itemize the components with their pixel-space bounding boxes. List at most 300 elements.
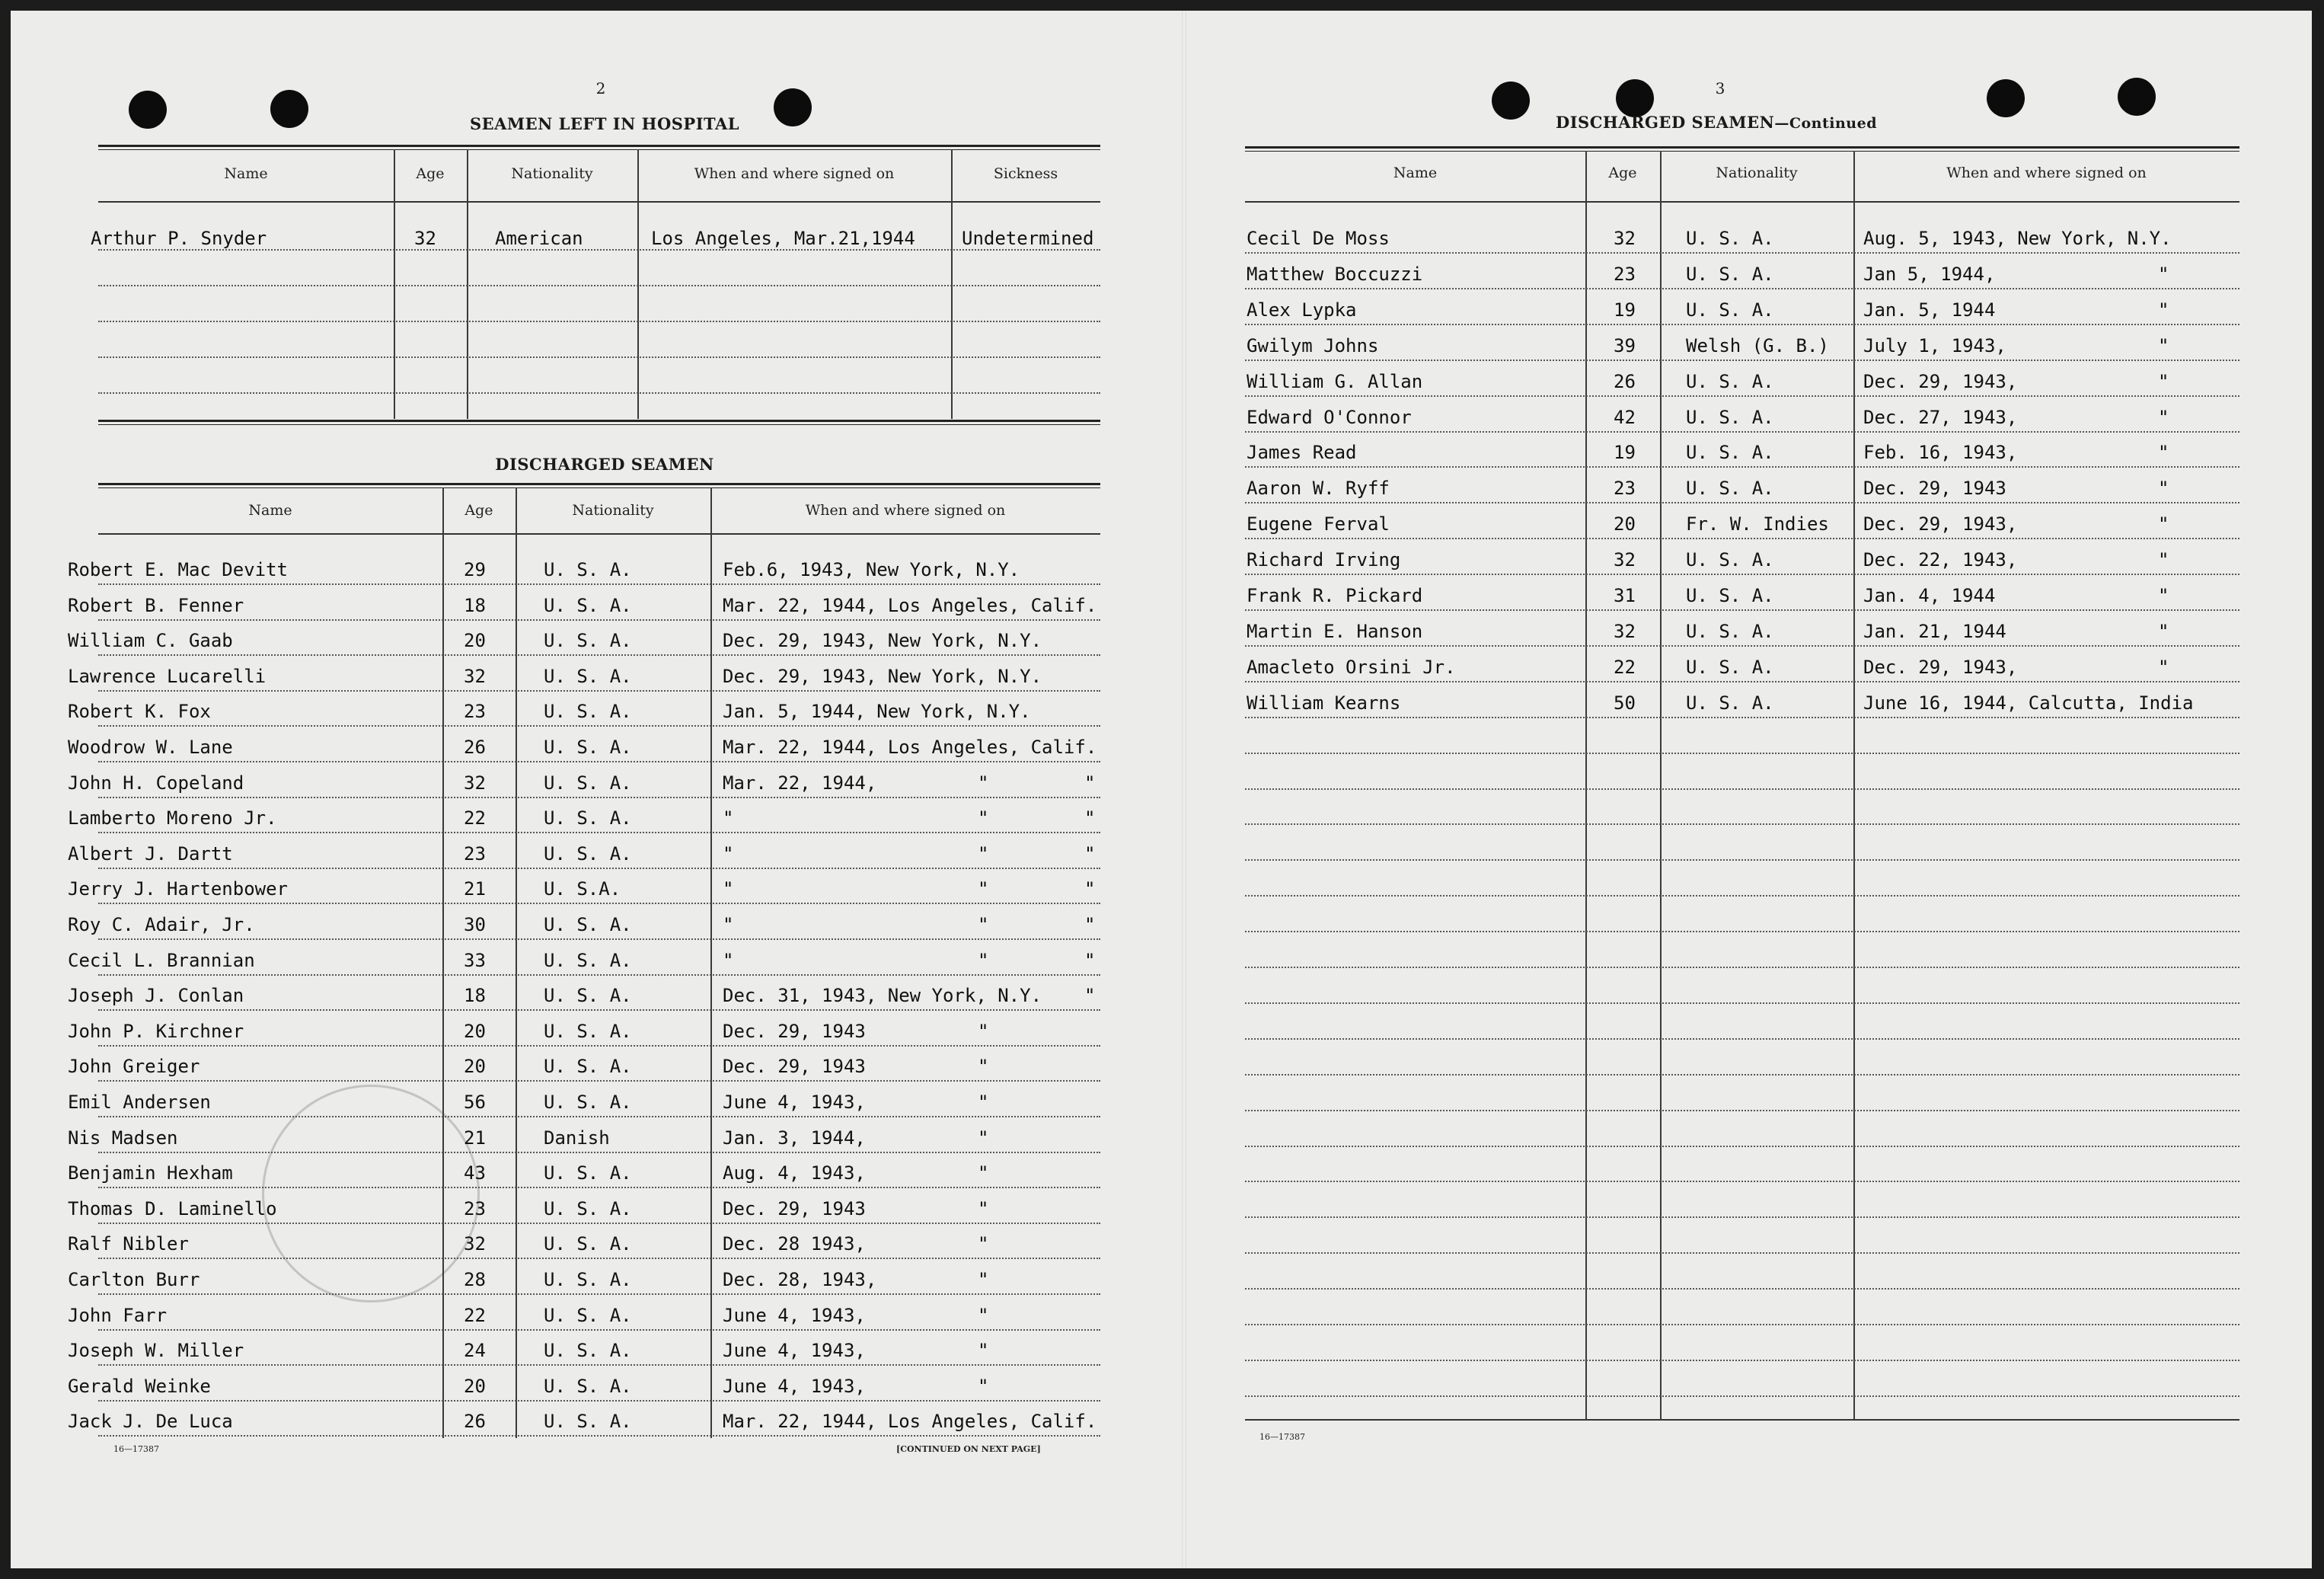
seaman-signed-on: " bbox=[723, 914, 734, 935]
entry-line bbox=[98, 938, 1100, 940]
seaman-age: 43 bbox=[464, 1162, 486, 1184]
seaman-name: Alex Lypka bbox=[1247, 299, 1357, 321]
seaman-signed-on: Dec. 29, 1943, New York, N.Y. bbox=[723, 630, 1042, 651]
entry-line bbox=[98, 285, 1100, 286]
entry-line bbox=[1245, 1252, 2239, 1254]
ditto-mark: " bbox=[1084, 878, 1096, 900]
column-header-signed-on: When and where signed on bbox=[805, 502, 1006, 519]
seaman-name: Edward O'Connor bbox=[1247, 407, 1412, 428]
seaman-name: Matthew Boccuzzi bbox=[1247, 264, 1423, 285]
column-header-age: Age bbox=[416, 165, 445, 182]
entry-line bbox=[1245, 1002, 2239, 1004]
seaman-name: Emil Andersen bbox=[68, 1092, 211, 1113]
seaman-signed-on: Jan. 21, 1944 bbox=[1863, 621, 2006, 642]
seaman-nationality: Fr. W. Indies bbox=[1686, 513, 1829, 535]
ditto-mark: " bbox=[2158, 513, 2169, 535]
entry-line bbox=[98, 583, 1100, 585]
seaman-age: 56 bbox=[464, 1092, 486, 1113]
seaman-age: 18 bbox=[464, 595, 486, 616]
column-header-nationality: Nationality bbox=[511, 165, 593, 182]
seaman-age: 20 bbox=[464, 1376, 486, 1397]
seaman-age: 18 bbox=[464, 985, 486, 1006]
seaman-name: Cecil L. Brannian bbox=[68, 950, 255, 971]
entry-line bbox=[1245, 1324, 2239, 1325]
form-number-right: 16—17387 bbox=[1259, 1432, 1305, 1442]
seaman-nationality: U. S. A. bbox=[544, 1411, 632, 1432]
column-header-age: Age bbox=[464, 502, 493, 519]
seaman-age: 26 bbox=[464, 737, 486, 758]
entry-line bbox=[1245, 431, 2239, 433]
form-number-left: 16—17387 bbox=[113, 1444, 159, 1454]
punch-hole bbox=[270, 90, 308, 128]
entry-line bbox=[98, 1116, 1100, 1117]
seaman-nationality: Welsh (G. B.) bbox=[1686, 335, 1829, 356]
seaman-age: 39 bbox=[1614, 335, 1636, 356]
ditto-mark: " bbox=[978, 1021, 989, 1042]
seaman-nationality: U. S. A. bbox=[544, 1056, 632, 1077]
continued-note: [CONTINUED ON NEXT PAGE] bbox=[896, 1444, 1041, 1454]
entry-line bbox=[98, 1080, 1100, 1082]
ditto-mark: " bbox=[1084, 985, 1096, 1006]
entry-line bbox=[98, 654, 1100, 656]
seaman-signed-on: Aug. 5, 1943, New York, N.Y. bbox=[1863, 228, 2172, 249]
seaman-nationality: U. S. A. bbox=[1686, 264, 1774, 285]
seaman-signed-on: Feb. 16, 1943, bbox=[1863, 442, 2018, 463]
title-main: DISCHARGED SEAMEN bbox=[1556, 113, 1775, 132]
seaman-age: 23 bbox=[464, 701, 486, 722]
entry-line bbox=[1245, 574, 2239, 575]
seaman-nationality: U. S. A. bbox=[544, 1269, 632, 1290]
entry-line bbox=[98, 356, 1100, 358]
seaman-nationality: U. S. A. bbox=[544, 772, 632, 794]
seaman-signed-on: Jan. 5, 1944 bbox=[1863, 299, 1996, 321]
entry-line bbox=[1245, 645, 2239, 647]
ditto-mark: " bbox=[978, 1305, 989, 1326]
entry-line bbox=[1245, 609, 2239, 611]
entry-line bbox=[1245, 502, 2239, 503]
entry-line bbox=[1245, 1146, 2239, 1147]
seaman-age: 33 bbox=[464, 950, 486, 971]
entry-line bbox=[1245, 1110, 2239, 1111]
seaman-name: John P. Kirchner bbox=[68, 1021, 244, 1042]
seaman-age: 24 bbox=[464, 1340, 486, 1361]
seaman-signed-on: June 16, 1944, Calcutta, India bbox=[1863, 692, 2194, 714]
entry-line bbox=[98, 1045, 1100, 1047]
entry-line bbox=[98, 1009, 1100, 1011]
discharged-table-header-rule bbox=[98, 533, 1100, 535]
ditto-mark: " bbox=[978, 878, 989, 900]
seaman-age: 23 bbox=[1614, 478, 1636, 499]
seaman-signed-on: June 4, 1943, bbox=[723, 1376, 866, 1397]
ditto-mark: " bbox=[2158, 549, 2169, 571]
ditto-mark: " bbox=[2158, 407, 2169, 428]
seaman-age: 32 bbox=[1614, 621, 1636, 642]
seaman-name: Martin E. Hanson bbox=[1247, 621, 1423, 642]
seaman-nationality: U. S. A. bbox=[544, 1198, 632, 1219]
entry-line bbox=[1245, 1360, 2239, 1361]
entry-line bbox=[98, 1187, 1100, 1188]
document-sheet bbox=[11, 11, 2312, 1568]
hospital-table-bottom-rule bbox=[98, 420, 1100, 425]
seaman-nationality: U. S. A. bbox=[544, 1376, 632, 1397]
seaman-age: 23 bbox=[464, 1198, 486, 1219]
seaman-nationality: U. S. A. bbox=[1686, 621, 1774, 642]
seaman-name: Ralf Nibler bbox=[68, 1233, 189, 1255]
entry-line bbox=[1245, 1395, 2239, 1397]
entry-line bbox=[98, 1435, 1100, 1437]
ditto-mark: " bbox=[2158, 657, 2169, 678]
seaman-name: Aaron W. Ryff bbox=[1247, 478, 1390, 499]
seaman-name: Joseph J. Conlan bbox=[68, 985, 244, 1006]
seaman-age: 21 bbox=[464, 1127, 486, 1149]
seaman-age: 32 bbox=[464, 772, 486, 794]
entry-line bbox=[98, 321, 1100, 322]
seaman-signed-on: Jan. 4, 1944 bbox=[1863, 585, 1996, 606]
seaman-name: William Kearns bbox=[1247, 692, 1401, 714]
entry-line bbox=[1245, 753, 2239, 754]
seaman-nationality: U. S. A. bbox=[1686, 692, 1774, 714]
seaman-age: 22 bbox=[1614, 657, 1636, 678]
seaman-signed-on: " bbox=[723, 950, 734, 971]
title-suffix: —Continued bbox=[1774, 115, 1877, 132]
seaman-nationality: U. S. A. bbox=[544, 737, 632, 758]
seaman-nationality: U. S. A. bbox=[1686, 407, 1774, 428]
seaman-nationality: U. S. A. bbox=[544, 843, 632, 865]
ditto-mark: " bbox=[2158, 478, 2169, 499]
ditto-mark: " bbox=[978, 1376, 989, 1397]
entry-line bbox=[1245, 538, 2239, 539]
seaman-nationality: U. S.A. bbox=[544, 878, 621, 900]
seaman-nationality: U. S. A. bbox=[544, 666, 632, 687]
seaman-name: Robert E. Mac Devitt bbox=[68, 559, 288, 580]
seaman-name: Jerry J. Hartenbower bbox=[68, 878, 288, 900]
entry-line bbox=[98, 690, 1100, 692]
entry-line bbox=[1245, 823, 2239, 825]
entry-line bbox=[1245, 967, 2239, 968]
ditto-mark: " bbox=[2158, 299, 2169, 321]
entry-line bbox=[98, 249, 1100, 251]
seaman-signed-on: Dec. 29, 1943 bbox=[723, 1198, 866, 1219]
seaman-signed-on: Dec. 29, 1943, New York, N.Y. bbox=[723, 666, 1042, 687]
entry-line bbox=[98, 903, 1100, 904]
entry-line bbox=[1245, 466, 2239, 468]
ditto-mark: " bbox=[978, 1269, 989, 1290]
column-header-signed-on: When and where signed on bbox=[694, 165, 895, 182]
entry-line bbox=[98, 1223, 1100, 1224]
seaman-age: 26 bbox=[464, 1411, 486, 1432]
entry-line bbox=[1245, 1038, 2239, 1040]
punch-hole bbox=[1616, 79, 1654, 117]
seaman-name: Nis Madsen bbox=[68, 1127, 178, 1149]
ditto-mark: " bbox=[2158, 621, 2169, 642]
column-divider bbox=[516, 487, 517, 1438]
seaman-name: Carlton Burr bbox=[68, 1269, 200, 1290]
discharged-table-top-rule bbox=[98, 483, 1100, 488]
seaman-signed-on: Dec. 29, 1943, bbox=[1863, 657, 2018, 678]
entry-line bbox=[1245, 788, 2239, 790]
seaman-signed-on: June 4, 1943, bbox=[723, 1092, 866, 1113]
entry-line bbox=[98, 1293, 1100, 1295]
column-divider bbox=[467, 149, 468, 419]
seaman-age: 28 bbox=[464, 1269, 486, 1290]
entry-line bbox=[98, 1258, 1100, 1259]
seaman-age: 20 bbox=[1614, 513, 1636, 535]
ditto-mark: " bbox=[1084, 807, 1096, 829]
seaman-name: Benjamin Hexham bbox=[68, 1162, 233, 1184]
column-header-nationality: Nationality bbox=[572, 502, 654, 519]
seaman-name: Robert K. Fox bbox=[68, 701, 211, 722]
seaman-nationality: U. S. A. bbox=[544, 701, 632, 722]
seaman-signed-on: Los Angeles, Mar.21,1944 bbox=[651, 228, 915, 249]
seaman-signed-on: Dec. 31, 1943, New York, N.Y. bbox=[723, 985, 1042, 1006]
punch-hole bbox=[1987, 79, 2025, 117]
seaman-nationality: American bbox=[495, 228, 583, 249]
seaman-name: Jack J. De Luca bbox=[68, 1411, 233, 1432]
entry-line bbox=[1245, 681, 2239, 682]
entry-line bbox=[98, 797, 1100, 798]
ditto-mark: " bbox=[1084, 772, 1096, 794]
seaman-nationality: U. S. A. bbox=[1686, 371, 1774, 392]
seaman-nationality: U. S. A. bbox=[544, 807, 632, 829]
entry-line bbox=[98, 1400, 1100, 1402]
seaman-name: Thomas D. Laminello bbox=[68, 1198, 277, 1219]
seaman-age: 50 bbox=[1614, 692, 1636, 714]
right-table-top-rule bbox=[1245, 146, 2239, 152]
hospital-section-title: SEAMEN LEFT IN HOSPITAL bbox=[469, 114, 740, 133]
ditto-mark: " bbox=[2158, 585, 2169, 606]
entry-line bbox=[98, 761, 1100, 762]
seaman-name: Woodrow W. Lane bbox=[68, 737, 233, 758]
seaman-nationality: U. S. A. bbox=[544, 1162, 632, 1184]
seaman-nationality: U. S. A. bbox=[544, 950, 632, 971]
seaman-age: 20 bbox=[464, 1056, 486, 1077]
seaman-age: 30 bbox=[464, 914, 486, 935]
seaman-age: 42 bbox=[1614, 407, 1636, 428]
seaman-sickness: Undetermined bbox=[962, 228, 1094, 249]
seaman-age: 31 bbox=[1614, 585, 1636, 606]
seaman-nationality: U. S. A. bbox=[1686, 478, 1774, 499]
seaman-signed-on: Mar. 22, 1944, bbox=[723, 772, 877, 794]
seaman-age: 32 bbox=[414, 228, 436, 249]
seaman-age: 23 bbox=[1614, 264, 1636, 285]
seaman-name: Robert B. Fenner bbox=[68, 595, 244, 616]
seaman-nationality: U. S. A. bbox=[544, 1021, 632, 1042]
ditto-mark: " bbox=[1084, 950, 1096, 971]
ditto-mark: " bbox=[978, 1127, 989, 1149]
seaman-age: 32 bbox=[464, 666, 486, 687]
seaman-name: Roy C. Adair, Jr. bbox=[68, 914, 255, 935]
column-header-name: Name bbox=[224, 165, 268, 182]
seaman-nationality: U. S. A. bbox=[1686, 657, 1774, 678]
seaman-name: Frank R. Pickard bbox=[1247, 585, 1423, 606]
column-divider bbox=[710, 487, 712, 1438]
seaman-signed-on: Dec. 28 1943, bbox=[723, 1233, 866, 1255]
seaman-age: 32 bbox=[1614, 228, 1636, 249]
seaman-name: John H. Copeland bbox=[68, 772, 244, 794]
seaman-signed-on: " bbox=[723, 878, 734, 900]
ditto-mark: " bbox=[2158, 335, 2169, 356]
ditto-mark: " bbox=[978, 1092, 989, 1113]
page-number-left: 2 bbox=[595, 79, 606, 97]
seaman-name: Gwilym Johns bbox=[1247, 335, 1379, 356]
ditto-mark: " bbox=[2158, 442, 2169, 463]
seaman-nationality: U. S. A. bbox=[544, 914, 632, 935]
column-divider bbox=[951, 149, 953, 419]
ditto-mark: " bbox=[1084, 914, 1096, 935]
seaman-name: Richard Irving bbox=[1247, 549, 1401, 571]
seaman-nationality: U. S. A. bbox=[1686, 442, 1774, 463]
column-header-name: Name bbox=[248, 502, 292, 519]
ditto-mark: " bbox=[1084, 843, 1096, 865]
entry-line bbox=[1245, 360, 2239, 361]
seaman-nationality: Danish bbox=[544, 1127, 610, 1149]
seaman-name: Joseph W. Miller bbox=[68, 1340, 244, 1361]
seaman-name: Lamberto Moreno Jr. bbox=[68, 807, 277, 829]
seaman-signed-on: Dec. 29, 1943, bbox=[1863, 371, 2018, 392]
ditto-mark: " bbox=[978, 1162, 989, 1184]
seaman-nationality: U. S. A. bbox=[544, 630, 632, 651]
punch-hole bbox=[129, 91, 167, 129]
discharged-continued-title bbox=[1503, 113, 1930, 132]
seaman-age: 23 bbox=[464, 843, 486, 865]
seaman-nationality: U. S. A. bbox=[544, 595, 632, 616]
seaman-nationality: U. S. A. bbox=[1686, 228, 1774, 249]
seaman-name: Lawrence Lucarelli bbox=[68, 666, 267, 687]
ditto-mark: " bbox=[978, 772, 989, 794]
seaman-signed-on: July 1, 1943, bbox=[1863, 335, 2006, 356]
ditto-mark: " bbox=[978, 914, 989, 935]
column-header-nationality: Nationality bbox=[1716, 165, 1798, 181]
seaman-signed-on: Feb.6, 1943, New York, N.Y. bbox=[723, 559, 1020, 580]
seaman-name: Amacleto Orsini Jr. bbox=[1247, 657, 1456, 678]
seaman-age: 19 bbox=[1614, 299, 1636, 321]
hospital-table-top-rule bbox=[98, 145, 1100, 150]
column-divider bbox=[637, 149, 639, 419]
seaman-nationality: U. S. A. bbox=[544, 1092, 632, 1113]
seaman-signed-on: Dec. 28, 1943, bbox=[723, 1269, 877, 1290]
entry-line bbox=[1245, 324, 2239, 325]
seaman-name: William C. Gaab bbox=[68, 630, 233, 651]
page-fold bbox=[1182, 11, 1186, 1568]
column-divider bbox=[394, 149, 395, 419]
ditto-mark: " bbox=[978, 843, 989, 865]
seaman-age: 26 bbox=[1614, 371, 1636, 392]
seaman-name: James Read bbox=[1247, 442, 1357, 463]
seaman-name: Gerald Weinke bbox=[68, 1376, 211, 1397]
seaman-nationality: U. S. A. bbox=[1686, 549, 1774, 571]
seaman-signed-on: " bbox=[723, 843, 734, 865]
right-table-bottom-rule bbox=[1245, 1419, 2239, 1421]
seaman-nationality: U. S. A. bbox=[544, 985, 632, 1006]
entry-line bbox=[1245, 1288, 2239, 1290]
seaman-signed-on: June 4, 1943, bbox=[723, 1340, 866, 1361]
entry-line bbox=[98, 868, 1100, 869]
seaman-signed-on: Dec. 22, 1943, bbox=[1863, 549, 2018, 571]
ditto-mark: " bbox=[2158, 371, 2169, 392]
column-header-age: Age bbox=[1608, 165, 1637, 181]
seaman-age: 20 bbox=[464, 1021, 486, 1042]
ditto-mark: " bbox=[978, 1340, 989, 1361]
seaman-signed-on: Jan. 5, 1944, New York, N.Y. bbox=[723, 701, 1031, 722]
entry-line bbox=[1245, 895, 2239, 897]
page-number-right: 3 bbox=[1715, 79, 1725, 97]
column-header-sickness: Sickness bbox=[993, 165, 1058, 182]
punch-hole bbox=[2118, 78, 2156, 116]
seaman-age: 19 bbox=[1614, 442, 1636, 463]
ditto-mark: " bbox=[978, 1233, 989, 1255]
seaman-signed-on: Mar. 22, 1944, Los Angeles, Calif. bbox=[723, 1411, 1097, 1432]
column-divider bbox=[1660, 151, 1662, 1420]
seaman-name: John Greiger bbox=[68, 1056, 200, 1077]
entry-line bbox=[1245, 931, 2239, 932]
entry-line bbox=[1245, 252, 2239, 254]
seaman-age: 32 bbox=[1614, 549, 1636, 571]
column-divider bbox=[1853, 151, 1855, 1420]
entry-line bbox=[98, 1152, 1100, 1153]
seaman-signed-on: Jan. 3, 1944, bbox=[723, 1127, 866, 1149]
entry-line bbox=[98, 1364, 1100, 1366]
seaman-signed-on: Dec. 27, 1943, bbox=[1863, 407, 2018, 428]
seaman-age: 22 bbox=[464, 1305, 486, 1326]
column-header-signed-on: When and where signed on bbox=[1946, 165, 2147, 181]
entry-line bbox=[1245, 1216, 2239, 1218]
seaman-nationality: U. S. A. bbox=[1686, 585, 1774, 606]
seaman-nationality: U. S. A. bbox=[544, 1305, 632, 1326]
entry-line bbox=[98, 392, 1100, 394]
seaman-age: 20 bbox=[464, 630, 486, 651]
seaman-signed-on: Aug. 4, 1943, bbox=[723, 1162, 866, 1184]
seaman-nationality: U. S. A. bbox=[544, 1233, 632, 1255]
ditto-mark: " bbox=[978, 1056, 989, 1077]
seaman-nationality: U. S. A. bbox=[544, 559, 632, 580]
seaman-name: Cecil De Moss bbox=[1247, 228, 1390, 249]
entry-line bbox=[98, 619, 1100, 621]
entry-line bbox=[98, 832, 1100, 833]
seaman-signed-on: Mar. 22, 1944, Los Angeles, Calif. bbox=[723, 737, 1097, 758]
seaman-age: 29 bbox=[464, 559, 486, 580]
seaman-age: 21 bbox=[464, 878, 486, 900]
seaman-name: Eugene Ferval bbox=[1247, 513, 1390, 535]
column-divider bbox=[442, 487, 444, 1438]
entry-line bbox=[1245, 1074, 2239, 1076]
seaman-name: Albert J. Dartt bbox=[68, 843, 233, 865]
seaman-name: John Farr bbox=[68, 1305, 168, 1326]
entry-line bbox=[1245, 395, 2239, 397]
seaman-signed-on: Dec. 29, 1943 bbox=[723, 1056, 866, 1077]
entry-line bbox=[98, 725, 1100, 727]
ditto-mark: " bbox=[978, 1198, 989, 1219]
entry-line bbox=[1245, 859, 2239, 861]
seaman-signed-on: " bbox=[723, 807, 734, 829]
column-header-name: Name bbox=[1393, 165, 1438, 181]
column-divider bbox=[1585, 151, 1587, 1420]
seaman-age: 22 bbox=[464, 807, 486, 829]
seaman-signed-on: Mar. 22, 1944, Los Angeles, Calif. bbox=[723, 595, 1097, 616]
seaman-signed-on: June 4, 1943, bbox=[723, 1305, 866, 1326]
entry-line bbox=[1245, 288, 2239, 289]
seaman-name: Arthur P. Snyder bbox=[91, 228, 267, 249]
ditto-mark: " bbox=[2158, 264, 2169, 285]
entry-line bbox=[1245, 717, 2239, 718]
seaman-nationality: U. S. A. bbox=[1686, 299, 1774, 321]
seaman-age: 32 bbox=[464, 1233, 486, 1255]
ditto-mark: " bbox=[978, 807, 989, 829]
seaman-nationality: U. S. A. bbox=[544, 1340, 632, 1361]
entry-line bbox=[98, 974, 1100, 976]
seaman-signed-on: Dec. 29, 1943, bbox=[1863, 513, 2018, 535]
discharged-section-title: DISCHARGED SEAMEN bbox=[495, 455, 714, 474]
entry-line bbox=[98, 1329, 1100, 1331]
